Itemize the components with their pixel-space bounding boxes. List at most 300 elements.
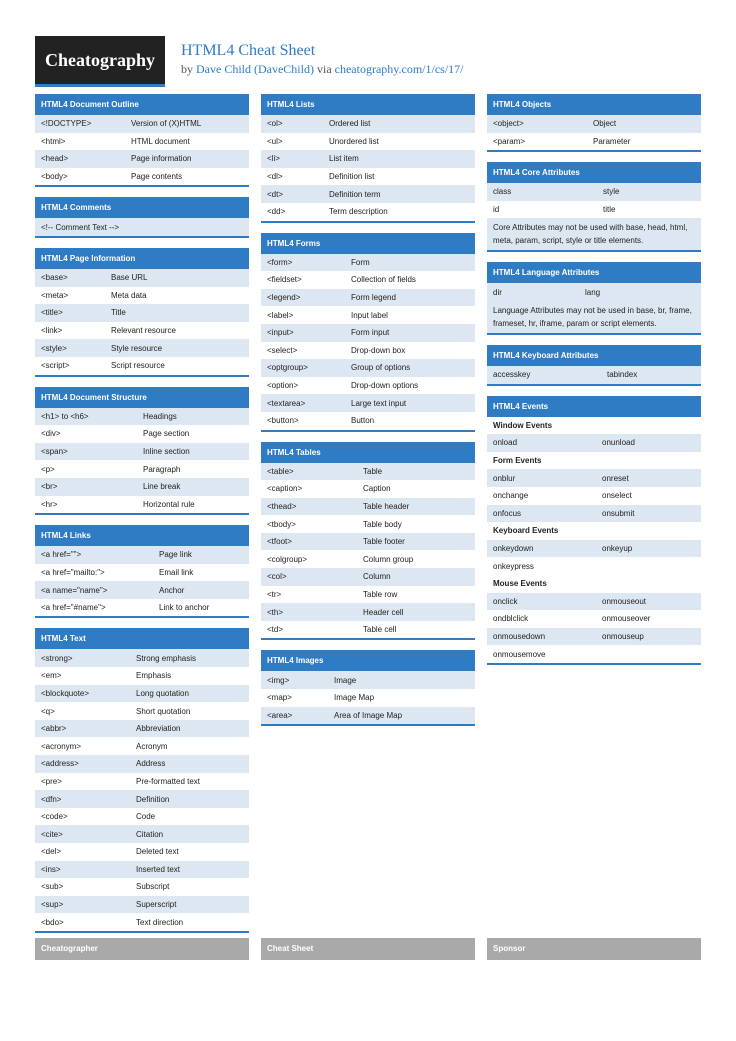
- table-row: [261, 621, 475, 639]
- footer-cheatographer: Cheatographer: [35, 938, 249, 960]
- table-row: [261, 707, 475, 725]
- byline-prefix: by: [181, 62, 196, 76]
- row-key: <a href="">: [41, 550, 82, 560]
- table-row: [261, 254, 475, 272]
- row-key: <hr>: [41, 499, 58, 509]
- row-key: <table>: [267, 466, 294, 476]
- row-value: Address: [136, 759, 166, 769]
- table-row: [487, 283, 701, 301]
- row-value: Relevant resource: [111, 326, 176, 336]
- row-key: <script>: [41, 361, 70, 371]
- event-group-label: Form Events: [487, 452, 701, 470]
- row-key: <meta>: [41, 290, 69, 300]
- row-key: <select>: [267, 345, 298, 355]
- row-value: Version of (X)HTML: [131, 119, 202, 129]
- row-key: <ul>: [267, 136, 283, 146]
- table-row: [487, 628, 701, 646]
- table-row: [35, 269, 249, 287]
- row-value: Unordered list: [329, 136, 379, 146]
- section-divider: [261, 430, 475, 432]
- table-row: [35, 168, 249, 186]
- table-row: [35, 150, 249, 168]
- table-row: [35, 304, 249, 322]
- row-key: <br>: [41, 482, 58, 492]
- row-key: onmousedown: [493, 631, 546, 641]
- row-value: Code: [136, 812, 156, 822]
- section-html4-page-information: [35, 248, 249, 377]
- row-value: tabindex: [607, 370, 638, 380]
- row-key: <dt>: [267, 189, 284, 199]
- row-value: Caption: [363, 484, 391, 494]
- section-title: HTML4 Page Information: [35, 248, 249, 269]
- section-body: [35, 649, 249, 931]
- row-key: <strong>: [41, 653, 73, 663]
- row-value: Column: [363, 572, 391, 582]
- row-value: onmouseout: [602, 596, 647, 606]
- table-row: [261, 115, 475, 133]
- section-body: [487, 417, 701, 663]
- row-key: <ins>: [41, 864, 61, 874]
- row-value: Group of options: [351, 363, 411, 373]
- section-title: HTML4 Links: [35, 525, 249, 546]
- section-divider: [487, 384, 701, 386]
- table-row: [261, 271, 475, 289]
- row-key: <div>: [41, 429, 61, 439]
- row-value: Acronym: [136, 741, 168, 751]
- row-value: Large text input: [351, 398, 407, 408]
- row-value: Superscript: [136, 900, 177, 910]
- row-value: onmouseup: [602, 631, 644, 641]
- row-value: Inline section: [143, 447, 190, 457]
- table-row: [35, 755, 249, 773]
- row-value: Table body: [363, 519, 402, 529]
- row-key: <cite>: [41, 829, 63, 839]
- row-key: <del>: [41, 847, 62, 857]
- row-value: Button: [351, 416, 375, 426]
- row-key: <p>: [41, 464, 55, 474]
- table-row: [35, 702, 249, 720]
- row-value: Citation: [136, 829, 164, 839]
- row-value: Table footer: [363, 537, 405, 547]
- row-key: <sup>: [41, 900, 64, 910]
- section-title: HTML4 Images: [261, 650, 475, 671]
- section-title: HTML4 Document Outline: [35, 94, 249, 115]
- row-key: onkeydown: [493, 544, 534, 554]
- row-value: Parameter: [593, 136, 631, 146]
- table-row: [487, 183, 701, 201]
- table-row: [487, 366, 701, 384]
- section-body: [35, 408, 249, 514]
- row-key: ondblclick: [493, 614, 529, 624]
- section-body: [35, 218, 249, 236]
- table-row: [261, 412, 475, 430]
- table-row: [261, 133, 475, 151]
- row-value: Style resource: [111, 343, 163, 353]
- row-key: accesskey: [493, 370, 531, 380]
- row-value: Drop-down box: [351, 345, 406, 355]
- byline: [181, 62, 464, 77]
- row-value: Anchor: [159, 585, 185, 595]
- table-row: [35, 720, 249, 738]
- section-divider: [261, 724, 475, 726]
- row-key: <blockquote>: [41, 688, 90, 698]
- row-value: Image: [334, 675, 357, 685]
- table-row: [35, 737, 249, 755]
- row-value: Page contents: [131, 172, 183, 182]
- section-html4-lists: [261, 94, 475, 223]
- section-divider: [487, 250, 701, 252]
- section-html4-document-outline: [35, 94, 249, 187]
- row-key: <address>: [41, 759, 79, 769]
- table-row: [261, 689, 475, 707]
- row-key: <fieldset>: [267, 275, 302, 285]
- row-key: <body>: [41, 172, 68, 182]
- table-row: [35, 443, 249, 461]
- table-row: [35, 133, 249, 151]
- row-key: <object>: [493, 119, 524, 129]
- row-value: Line break: [143, 482, 181, 492]
- row-key: <map>: [267, 693, 292, 703]
- table-row: [35, 861, 249, 879]
- row-key: class: [493, 187, 512, 197]
- section-body: [35, 546, 249, 616]
- row-value: onkeyup: [602, 544, 633, 554]
- section-divider: [487, 150, 701, 152]
- row-value: Definition: [136, 794, 170, 804]
- row-key: onchange: [493, 491, 529, 501]
- row-value: Headings: [143, 411, 177, 421]
- author-link[interactable]: Dave Child (DaveChild): [196, 62, 314, 76]
- table-row: [487, 487, 701, 505]
- row-key: <tfoot>: [267, 537, 292, 547]
- table-row: [35, 425, 249, 443]
- row-value: Subscript: [136, 882, 170, 892]
- row-value: Page link: [159, 550, 192, 560]
- table-row: [487, 557, 701, 575]
- row-value: Form input: [351, 328, 390, 338]
- section-divider: [35, 185, 249, 187]
- row-value: Collection of fields: [351, 275, 416, 285]
- column-3: [487, 94, 701, 675]
- row-key: <li>: [267, 154, 280, 164]
- section-body: [261, 115, 475, 221]
- table-row: [487, 593, 701, 611]
- section-divider: [487, 663, 701, 665]
- table-row: [261, 150, 475, 168]
- table-row: [35, 357, 249, 375]
- table-row: [35, 649, 249, 667]
- row-key: <span>: [41, 447, 68, 457]
- row-key: <h1> to <h6>: [41, 411, 89, 421]
- page-title: HTML4 Cheat Sheet: [181, 42, 316, 59]
- event-group-rows: [487, 469, 701, 522]
- table-row: [261, 603, 475, 621]
- section-title: HTML4 Objects: [487, 94, 701, 115]
- row-key: <tbody>: [267, 519, 296, 529]
- table-row: [261, 586, 475, 604]
- row-key: <dd>: [267, 207, 286, 217]
- row-key: <textarea>: [267, 398, 306, 408]
- table-row: [35, 218, 249, 236]
- section-divider: [35, 616, 249, 618]
- row-key: <col>: [267, 572, 287, 582]
- table-row: [261, 671, 475, 689]
- row-key: onkeypress: [493, 561, 534, 571]
- row-key: onmousemove: [493, 649, 546, 659]
- row-value: onmouseover: [602, 614, 651, 624]
- event-group-rows: [487, 434, 701, 452]
- row-key: <param>: [493, 136, 526, 146]
- section-title: HTML4 Lists: [261, 94, 475, 115]
- section-body: [487, 283, 701, 301]
- row-value: Script resource: [111, 361, 165, 371]
- table-row: [261, 168, 475, 186]
- table-row: [35, 685, 249, 703]
- section-title: HTML4 Comments: [35, 197, 249, 218]
- row-key: <legend>: [267, 293, 301, 303]
- table-row: [35, 339, 249, 357]
- table-row: [487, 645, 701, 663]
- row-key: <option>: [267, 381, 299, 391]
- row-key: <form>: [267, 257, 293, 267]
- table-row: [261, 377, 475, 395]
- row-key: onfocus: [493, 508, 522, 518]
- event-group-rows: [487, 540, 701, 575]
- row-key: <tr>: [267, 589, 282, 599]
- section-note: Core Attributes may not be used with base, head, html, meta, param, script, style or title elements.: [487, 218, 701, 250]
- row-value: style: [603, 187, 620, 197]
- source-url-link[interactable]: cheatography.com/1/cs/17/: [334, 62, 464, 76]
- table-row: [35, 564, 249, 582]
- row-value: onreset: [602, 473, 629, 483]
- row-value: Table cell: [363, 625, 397, 635]
- row-key: <abbr>: [41, 724, 67, 734]
- section-body: [35, 115, 249, 185]
- table-row: [261, 306, 475, 324]
- table-row: [261, 289, 475, 307]
- row-value: Ordered list: [329, 119, 371, 129]
- table-row: [487, 115, 701, 133]
- row-key: <acronym>: [41, 741, 82, 751]
- row-value: Paragraph: [143, 464, 181, 474]
- table-row: [35, 546, 249, 564]
- row-value: Table header: [363, 501, 410, 511]
- row-key: <optgroup>: [267, 363, 308, 373]
- table-row: [261, 480, 475, 498]
- table-row: [35, 773, 249, 791]
- section-body: [261, 463, 475, 639]
- table-row: [261, 568, 475, 586]
- row-value: Abbreviation: [136, 724, 181, 734]
- table-row: [487, 434, 701, 452]
- row-value: Term description: [329, 207, 388, 217]
- row-value: HTML document: [131, 136, 190, 146]
- section-html4-document-structure: [35, 387, 249, 516]
- section-html4-images: [261, 650, 475, 726]
- row-value: Table row: [363, 589, 398, 599]
- row-value: Inserted text: [136, 864, 181, 874]
- section-divider: [35, 513, 249, 515]
- table-row: [487, 469, 701, 487]
- row-value: Strong emphasis: [136, 653, 197, 663]
- row-value: title: [603, 205, 616, 215]
- event-group-rows: [487, 593, 701, 663]
- row-value: Image Map: [334, 693, 375, 703]
- table-row: [261, 185, 475, 203]
- event-group-label: Keyboard Events: [487, 522, 701, 540]
- row-key: <ol>: [267, 119, 283, 129]
- section-divider: [261, 638, 475, 640]
- table-row: [261, 359, 475, 377]
- table-row: [487, 540, 701, 558]
- section-divider: [35, 375, 249, 377]
- row-key: dir: [493, 287, 502, 297]
- row-key: <!-- Comment Text -->: [41, 222, 120, 232]
- table-row: [35, 599, 249, 617]
- table-row: [261, 203, 475, 221]
- row-value: Horizontal rule: [143, 499, 195, 509]
- footer-sponsor: Sponsor: [487, 938, 701, 960]
- section-html4-objects: [487, 94, 701, 152]
- table-row: [35, 408, 249, 426]
- table-row: [35, 115, 249, 133]
- table-row: [261, 324, 475, 342]
- section-note: Language Attributes may not be used in base, br, frame, frameset, hr, iframe, param or script elements.: [487, 301, 701, 333]
- row-value: Meta data: [111, 290, 147, 300]
- table-row: [261, 533, 475, 551]
- table-row: [35, 896, 249, 914]
- table-row: [261, 394, 475, 412]
- row-value: Pre-formatted text: [136, 776, 201, 786]
- row-key: <td>: [267, 625, 284, 635]
- section-title: HTML4 Core Attributes: [487, 162, 701, 183]
- table-row: [35, 496, 249, 514]
- row-value: Area of Image Map: [334, 710, 403, 720]
- table-row: [487, 505, 701, 523]
- table-row: [35, 843, 249, 861]
- row-value: Definition term: [329, 189, 381, 199]
- row-key: onblur: [493, 473, 516, 483]
- row-value: Text direction: [136, 917, 184, 927]
- table-row: [35, 825, 249, 843]
- byline-via: via: [313, 62, 335, 76]
- row-value: onsubmit: [602, 508, 635, 518]
- row-value: Page section: [143, 429, 190, 439]
- section-body: [261, 254, 475, 430]
- row-value: Title: [111, 308, 126, 318]
- table-row: [261, 342, 475, 360]
- section-html4-comments: [35, 197, 249, 238]
- row-value: Form legend: [351, 293, 396, 303]
- row-key: <head>: [41, 154, 69, 164]
- row-value: Base URL: [111, 273, 148, 283]
- section-title: HTML4 Forms: [261, 233, 475, 254]
- table-row: [261, 498, 475, 516]
- table-row: [261, 515, 475, 533]
- section-html4-text: [35, 628, 249, 933]
- table-row: [261, 463, 475, 481]
- section-divider: [35, 236, 249, 238]
- table-row: [35, 667, 249, 685]
- row-key: <caption>: [267, 484, 303, 494]
- row-value: Short quotation: [136, 706, 191, 716]
- table-row: [35, 581, 249, 599]
- row-key: <colgroup>: [267, 554, 308, 564]
- row-key: <bdo>: [41, 917, 64, 927]
- row-value: Link to anchor: [159, 603, 210, 613]
- row-key: <th>: [267, 607, 284, 617]
- table-row: [35, 878, 249, 896]
- table-row: [35, 322, 249, 340]
- section-divider: [35, 931, 249, 933]
- row-value: Page information: [131, 154, 192, 164]
- row-key: <thead>: [267, 501, 297, 511]
- row-value: Header cell: [363, 607, 404, 617]
- section-title: HTML4 Text: [35, 628, 249, 649]
- table-row: [487, 133, 701, 151]
- row-key: <img>: [267, 675, 290, 685]
- row-key: <area>: [267, 710, 293, 720]
- row-value: Drop-down options: [351, 381, 419, 391]
- row-key: <sub>: [41, 882, 64, 892]
- event-group-label: Window Events: [487, 417, 701, 435]
- row-value: Form: [351, 257, 370, 267]
- footer-cheat-sheet: Cheat Sheet: [261, 938, 475, 960]
- section-body: [487, 115, 701, 150]
- row-value: Long quotation: [136, 688, 189, 698]
- row-value: Table: [363, 466, 383, 476]
- table-row: [35, 913, 249, 931]
- row-key: <style>: [41, 343, 67, 353]
- row-value: Email link: [159, 567, 194, 577]
- table-row: [261, 550, 475, 568]
- section-html4-language-attributes: [487, 262, 701, 335]
- row-key: onload: [493, 438, 518, 448]
- row-key: <a href="#name">: [41, 603, 106, 613]
- section-body: [35, 269, 249, 375]
- row-value: Deleted text: [136, 847, 179, 857]
- row-key: <dfn>: [41, 794, 62, 804]
- table-row: [35, 460, 249, 478]
- section-html4-core-attributes: [487, 162, 701, 252]
- row-value: Column group: [363, 554, 414, 564]
- column-2: [261, 94, 475, 736]
- row-key: <link>: [41, 326, 63, 336]
- section-divider: [487, 333, 701, 335]
- table-row: [35, 790, 249, 808]
- table-row: [35, 808, 249, 826]
- section-body: [261, 671, 475, 724]
- row-key: <input>: [267, 328, 294, 338]
- row-value: Emphasis: [136, 671, 172, 681]
- section-title: HTML4 Events: [487, 396, 701, 417]
- row-key: <html>: [41, 136, 66, 146]
- section-title: HTML4 Tables: [261, 442, 475, 463]
- row-key: <em>: [41, 671, 62, 681]
- row-key: onclick: [493, 596, 518, 606]
- row-key: <label>: [267, 310, 294, 320]
- row-value: List item: [329, 154, 359, 164]
- row-key: <q>: [41, 706, 55, 716]
- row-key: <a name="name">: [41, 585, 108, 595]
- section-body: [487, 183, 701, 218]
- table-row: [35, 478, 249, 496]
- cheatography-logo[interactable]: Cheatography: [35, 36, 165, 87]
- row-key: <title>: [41, 308, 63, 318]
- section-title: HTML4 Keyboard Attributes: [487, 345, 701, 366]
- section-html4-links: [35, 525, 249, 618]
- section-divider: [261, 221, 475, 223]
